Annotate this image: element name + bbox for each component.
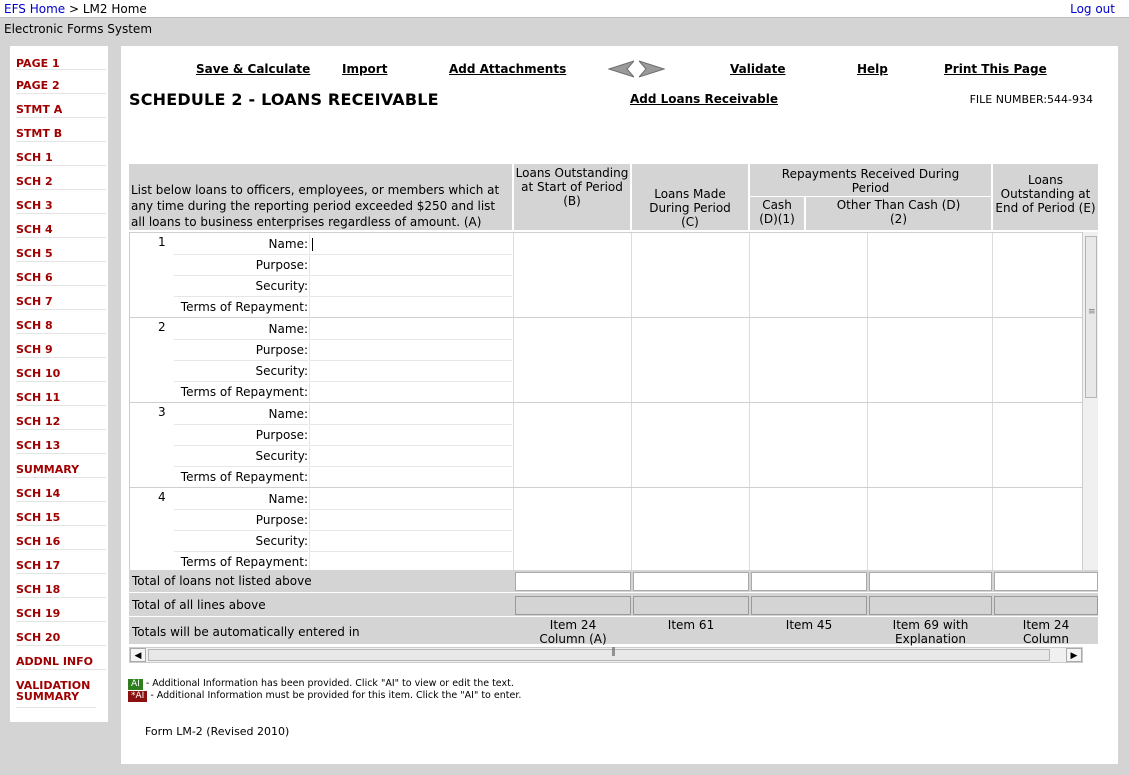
terms-label: Terms of Repayment: xyxy=(174,552,308,570)
total-not-listed-e-input[interactable] xyxy=(994,572,1098,591)
name-input[interactable] xyxy=(309,404,512,425)
sidebar-item-sch-12[interactable]: SCH 12 xyxy=(16,406,106,430)
sidebar xyxy=(10,46,108,722)
column-header-d-text: Repayments Received During Period xyxy=(781,167,960,195)
totals-target-d2: Item 69 with Explanation xyxy=(892,618,969,646)
logout-link[interactable]: Log out xyxy=(1070,2,1115,16)
legend-ai-required xyxy=(128,690,521,702)
column-header-d2 xyxy=(806,196,993,230)
add-attachments-button[interactable]: Add Attachments xyxy=(449,62,567,76)
sidebar-item-sch-8[interactable]: SCH 8 xyxy=(16,310,106,334)
sidebar-item-sch-15[interactable]: SCH 15 xyxy=(16,502,106,526)
sidebar-item-sch-20[interactable]: SCH 20 xyxy=(16,622,106,646)
page-title: SCHEDULE 2 - LOANS RECEIVABLE xyxy=(129,90,439,109)
loan-rows-area[interactable] xyxy=(129,232,1098,570)
total-not-listed-label: Total of loans not listed above xyxy=(132,574,312,588)
breadcrumb-separator: > xyxy=(65,2,83,16)
loan-row xyxy=(130,487,1082,570)
security-label: Security: xyxy=(174,446,308,467)
name-input[interactable] xyxy=(309,234,512,255)
import-button[interactable]: Import xyxy=(342,62,388,76)
sidebar-item-sch-4[interactable]: SCH 4 xyxy=(16,214,106,238)
terms-label: Terms of Repayment: xyxy=(174,382,308,403)
terms-input[interactable] xyxy=(309,297,512,318)
purpose-label: Purpose: xyxy=(174,425,308,446)
sidebar-item-validation-summary[interactable]: VALIDATION SUMMARY xyxy=(16,670,96,708)
scroll-left-icon[interactable]: ◀ xyxy=(130,648,146,662)
system-title: Electronic Forms System xyxy=(4,22,153,36)
sidebar-item-page-2[interactable]: PAGE 2 xyxy=(16,70,106,94)
breadcrumb-current: LM2 Home xyxy=(82,2,147,16)
totals-target-d1: Item 45 xyxy=(785,618,833,632)
sidebar-item-sch-1[interactable]: SCH 1 xyxy=(16,142,106,166)
sidebar-item-sch-19[interactable]: SCH 19 xyxy=(16,598,106,622)
form-label: Form LM-2 (Revised 2010) xyxy=(145,725,290,738)
totals-target-c: Item 61 xyxy=(667,618,715,632)
print-page-button[interactable]: Print This Page xyxy=(944,62,1047,76)
legend-ai-provided xyxy=(128,678,514,690)
name-input[interactable] xyxy=(309,489,512,510)
name-label: Name: xyxy=(174,404,308,425)
total-all-c-field xyxy=(633,596,749,615)
totals-target-e: Item 24 Column xyxy=(1022,618,1070,646)
column-header-d1-text: Cash (D)(1) xyxy=(759,198,795,226)
name-label: Name: xyxy=(174,489,308,510)
terms-input[interactable] xyxy=(309,382,512,403)
vertical-scrollbar[interactable] xyxy=(1082,232,1098,570)
column-header-b-text: Loans Outstanding at Start of Period (B) xyxy=(515,166,629,208)
column-header-a-text: List below loans to officers, employees, or members which at any time during the reporting period exceeded $250 and list all loans to business enterprises regardless of amount. (A) xyxy=(131,183,500,229)
sidebar-item-sch-13[interactable]: SCH 13 xyxy=(16,430,106,454)
sidebar-item-sch-16[interactable]: SCH 16 xyxy=(16,526,106,550)
sidebar-item-sch-9[interactable]: SCH 9 xyxy=(16,334,106,358)
security-input[interactable] xyxy=(309,276,512,297)
terms-input[interactable] xyxy=(309,467,512,488)
text-cursor xyxy=(312,238,313,251)
column-header-c-text: Loans Made During Period (C) xyxy=(649,187,731,229)
sidebar-item-sch-7[interactable]: SCH 7 xyxy=(16,286,106,310)
totals-target-b: Item 24 Column (A) xyxy=(539,618,607,646)
column-header-a xyxy=(129,164,514,230)
ai-green-badge-icon: AI xyxy=(128,679,143,690)
column-header-d1 xyxy=(750,196,806,230)
security-input[interactable] xyxy=(309,531,512,552)
total-not-listed-d2-input[interactable] xyxy=(869,572,992,591)
main-panel xyxy=(121,46,1118,764)
name-label: Name: xyxy=(174,319,308,340)
column-header-c xyxy=(632,164,750,230)
sidebar-item-sch-5[interactable]: SCH 5 xyxy=(16,238,106,262)
horizontal-scrollbar[interactable] xyxy=(129,647,1083,663)
row-number: 3 xyxy=(158,405,166,419)
sidebar-item-page-1[interactable]: PAGE 1 xyxy=(16,46,106,70)
sidebar-item-sch-6[interactable]: SCH 6 xyxy=(16,262,106,286)
loan-row xyxy=(130,402,1082,487)
sidebar-item-sch-18[interactable]: SCH 18 xyxy=(16,574,106,598)
next-arrow-icon[interactable] xyxy=(639,60,665,78)
sidebar-item-sch-3[interactable]: SCH 3 xyxy=(16,190,106,214)
vertical-scroll-thumb[interactable]: ≡ xyxy=(1085,236,1097,398)
legend-ai-provided-text: - Additional Information has been provided. Click "AI" to view or edit the text. xyxy=(145,678,514,689)
sidebar-item-stmt-b[interactable]: STMT B xyxy=(16,118,106,142)
purpose-input[interactable] xyxy=(309,340,512,361)
total-all-label: Total of all lines above xyxy=(132,598,266,612)
row-number: 4 xyxy=(158,490,166,504)
security-label: Security: xyxy=(174,276,308,297)
total-all-d2-field xyxy=(869,596,992,615)
total-not-listed-row xyxy=(129,570,1098,592)
totals-entered-label: Totals will be automatically entered in xyxy=(132,625,360,639)
top-bar xyxy=(0,0,1129,18)
purpose-input[interactable] xyxy=(309,425,512,446)
sidebar-item-sch-14[interactable]: SCH 14 xyxy=(16,478,106,502)
sidebar-item-sch-10[interactable]: SCH 10 xyxy=(16,358,106,382)
column-header-e xyxy=(993,164,1098,230)
column-header-d2-text: Other Than Cash (D)(2) xyxy=(836,198,961,226)
row-number: 2 xyxy=(158,320,166,334)
loans-receivable-grid xyxy=(129,164,1098,644)
purpose-input[interactable] xyxy=(309,510,512,531)
total-not-listed-b-input[interactable] xyxy=(515,572,631,591)
loan-row xyxy=(130,317,1082,402)
save-calculate-button[interactable]: Save & Calculate xyxy=(196,62,311,76)
total-not-listed-d1-input[interactable] xyxy=(751,572,867,591)
name-input[interactable] xyxy=(309,319,512,340)
name-label: Name: xyxy=(174,234,308,255)
add-loans-receivable-link[interactable]: Add Loans Receivable xyxy=(630,92,779,106)
loan-row xyxy=(130,232,1082,317)
total-not-listed-c-input[interactable] xyxy=(633,572,749,591)
total-all-b-field xyxy=(515,596,631,615)
efs-home-link[interactable]: EFS Home xyxy=(4,2,66,16)
file-number: FILE NUMBER:544-934 xyxy=(969,93,1093,106)
column-header-d xyxy=(750,164,993,196)
column-header-e-text: Loans Outstanding at End of Period (E) xyxy=(995,173,1096,215)
legend-ai-required-text: - Additional Information must be provided for this item. Click the "AI" to enter. xyxy=(150,690,522,701)
total-all-e-field xyxy=(994,596,1098,615)
horizontal-scroll-thumb[interactable]: ||| xyxy=(148,649,1050,661)
sidebar-item-sch-17[interactable]: SCH 17 xyxy=(16,550,106,574)
ai-red-badge-icon: *AI xyxy=(128,691,147,702)
sidebar-item-sch-11[interactable]: SCH 11 xyxy=(16,382,106,406)
purpose-label: Purpose: xyxy=(174,510,308,531)
sidebar-item-stmt-a[interactable]: STMT A xyxy=(16,94,106,118)
total-all-d1-field xyxy=(751,596,867,615)
column-header-b xyxy=(514,164,632,230)
sidebar-item-addnl-info[interactable]: ADDNL INFO xyxy=(16,646,106,670)
security-input[interactable] xyxy=(309,446,512,467)
sidebar-item-sch-2[interactable]: SCH 2 xyxy=(16,166,106,190)
security-label: Security: xyxy=(174,531,308,552)
total-all-row xyxy=(129,592,1098,616)
row-number: 1 xyxy=(158,235,166,249)
validate-button[interactable]: Validate xyxy=(730,62,786,76)
terms-label: Terms of Repayment: xyxy=(174,297,308,318)
scroll-right-icon[interactable]: ▶ xyxy=(1066,648,1082,662)
purpose-input[interactable] xyxy=(309,255,512,276)
terms-input[interactable] xyxy=(309,552,512,570)
purpose-label: Purpose: xyxy=(174,255,308,276)
security-label: Security: xyxy=(174,361,308,382)
totals-entered-row xyxy=(129,616,1098,644)
breadcrumb xyxy=(4,2,147,16)
purpose-label: Purpose: xyxy=(174,340,308,361)
terms-label: Terms of Repayment: xyxy=(174,467,308,488)
previous-arrow-icon[interactable] xyxy=(608,60,634,78)
sidebar-item-summary[interactable]: SUMMARY xyxy=(16,454,106,478)
security-input[interactable] xyxy=(309,361,512,382)
help-button[interactable]: Help xyxy=(857,62,888,76)
